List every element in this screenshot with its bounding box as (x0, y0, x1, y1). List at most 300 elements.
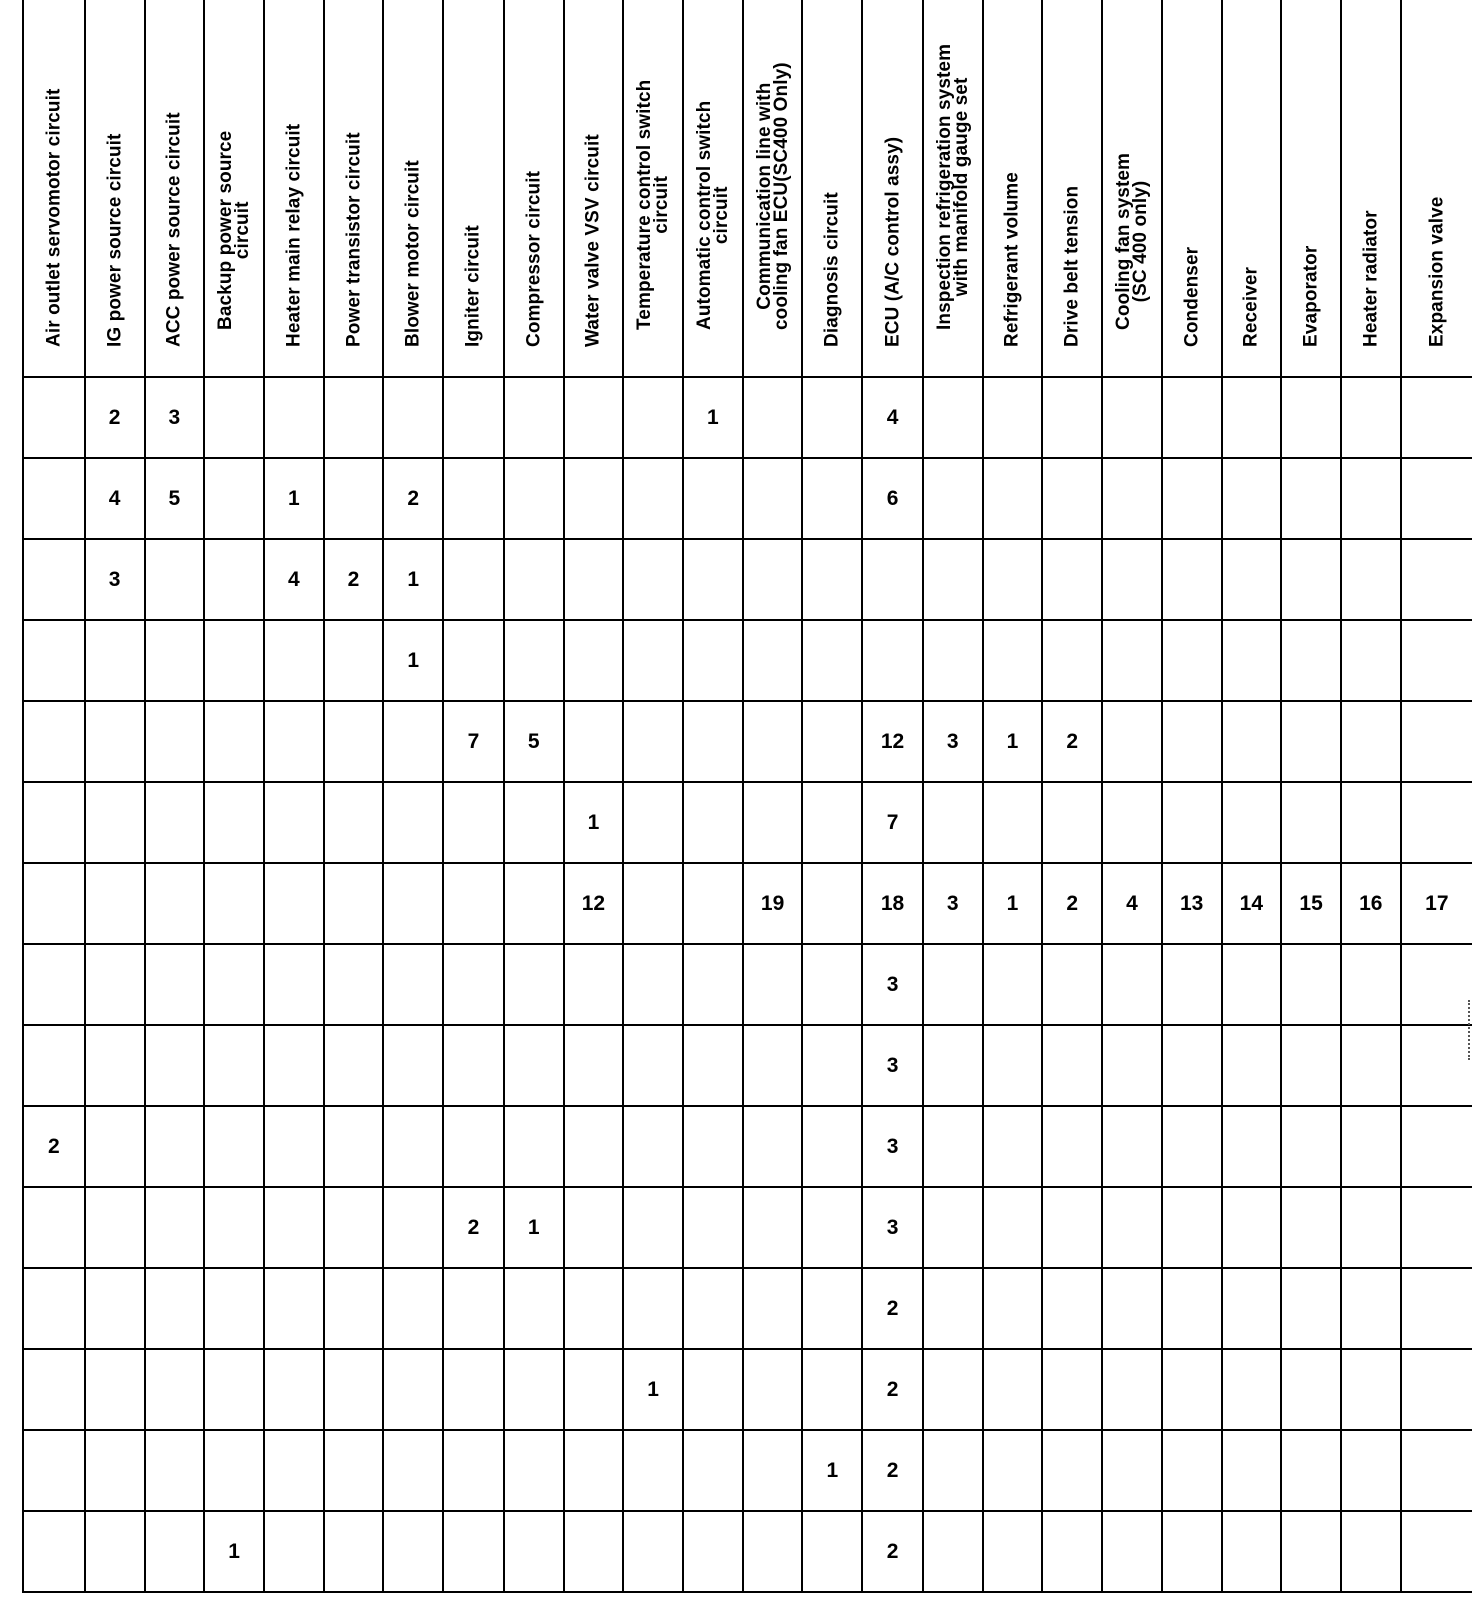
table-cell (743, 944, 803, 1025)
table-cell (1162, 782, 1222, 863)
table-cell: 17 (1401, 863, 1472, 944)
table-cell (504, 458, 564, 539)
table-cell (264, 1268, 324, 1349)
table-cell (504, 1511, 564, 1592)
column-header (743, 0, 803, 377)
table-cell (802, 1025, 862, 1106)
table-cell (683, 944, 743, 1025)
table-cell (383, 944, 443, 1025)
column-header-label: Inspection refrigeration system with manifold gauge set (933, 43, 972, 330)
table-cell (923, 1349, 983, 1430)
table-cell (1281, 701, 1341, 782)
table-cell (1162, 377, 1222, 458)
table-cell (324, 944, 384, 1025)
table-cell: 1 (504, 1187, 564, 1268)
table-cell (564, 701, 624, 782)
table-cell: 1 (383, 539, 443, 620)
table-cell (743, 1511, 803, 1592)
table-cell (743, 539, 803, 620)
table-cell (1281, 377, 1341, 458)
table-cell (1042, 944, 1102, 1025)
column-header-label: Condenser (1181, 246, 1203, 347)
table-cell (564, 1187, 624, 1268)
troubleshooting-matrix (22, 0, 1472, 1611)
table-cell (324, 863, 384, 944)
table-cell (983, 1349, 1043, 1430)
table-cell: 2 (443, 1187, 504, 1268)
table-cell (1162, 1187, 1222, 1268)
table-cell (802, 863, 862, 944)
table-row (23, 1430, 1472, 1511)
table-cell: 4 (264, 539, 324, 620)
table-cell (383, 1268, 443, 1349)
table-cell (324, 458, 384, 539)
column-header (504, 0, 564, 377)
table-cell (383, 1349, 443, 1430)
table-cell (1102, 1511, 1162, 1592)
table-cell (623, 1106, 683, 1187)
table-row (23, 701, 1472, 782)
table-cell (1281, 1187, 1341, 1268)
column-header-label: Blower motor circuit (402, 160, 424, 347)
table-cell (504, 1025, 564, 1106)
table-cell (85, 1025, 145, 1106)
column-header-label: Heater main relay circuit (283, 123, 305, 347)
table-cell (443, 458, 504, 539)
table-cell (204, 1187, 264, 1268)
table-cell: 12 (862, 701, 923, 782)
table-cell (383, 1430, 443, 1511)
table-cell (324, 1187, 384, 1268)
table-cell (383, 701, 443, 782)
table-row (23, 1106, 1472, 1187)
table-cell (1401, 1268, 1472, 1349)
column-header (1341, 0, 1401, 377)
table-cell (743, 1268, 803, 1349)
table-cell (145, 539, 205, 620)
table-cell: 12 (564, 863, 624, 944)
table-cell (383, 1106, 443, 1187)
table-cell (145, 1268, 205, 1349)
table-cell (1042, 1025, 1102, 1106)
table-cell: 3 (923, 863, 983, 944)
column-header (145, 0, 205, 377)
table-cell (1102, 701, 1162, 782)
table-cell (264, 1430, 324, 1511)
table-cell (983, 944, 1043, 1025)
table-cell (443, 539, 504, 620)
column-header (683, 0, 743, 377)
table-cell (1222, 701, 1282, 782)
table-cell: 2 (862, 1349, 923, 1430)
column-header-label: Water valve VSV circuit (582, 134, 604, 347)
table-cell (923, 620, 983, 701)
table-cell (1281, 944, 1341, 1025)
column-header (1042, 0, 1102, 377)
table-cell: 3 (862, 944, 923, 1025)
table-cell (1341, 1025, 1401, 1106)
table-cell (564, 620, 624, 701)
table-cell (623, 944, 683, 1025)
table-cell (264, 1187, 324, 1268)
table-cell (802, 458, 862, 539)
table-cell (264, 863, 324, 944)
table-cell (1102, 1268, 1162, 1349)
table-cell: 2 (862, 1430, 923, 1511)
table-cell (683, 1025, 743, 1106)
table-cell (983, 539, 1043, 620)
table-cell (23, 701, 85, 782)
column-header-label: Air outlet servomotor circuit (43, 88, 65, 347)
table-cell (1401, 944, 1472, 1025)
table-cell (802, 701, 862, 782)
table-row (23, 1511, 1472, 1592)
table-cell (983, 458, 1043, 539)
table-cell (443, 1430, 504, 1511)
table-cell (85, 863, 145, 944)
table-cell (324, 701, 384, 782)
table-cell (85, 620, 145, 701)
table-cell (923, 458, 983, 539)
table-cell (23, 377, 85, 458)
table-cell (204, 701, 264, 782)
table-cell (983, 1187, 1043, 1268)
table-cell (204, 863, 264, 944)
table-row (23, 1268, 1472, 1349)
table-cell (324, 1268, 384, 1349)
table-cell (1341, 1268, 1401, 1349)
table-cell (85, 1268, 145, 1349)
table-cell: 2 (862, 1511, 923, 1592)
table-cell (23, 1349, 85, 1430)
table-cell (1341, 944, 1401, 1025)
table-cell (564, 458, 624, 539)
table-cell (683, 1268, 743, 1349)
table-cell (1341, 377, 1401, 458)
table-cell (443, 1268, 504, 1349)
column-header (923, 0, 983, 377)
column-header (1162, 0, 1222, 377)
table-cell: 6 (862, 458, 923, 539)
table-cell (1341, 1430, 1401, 1511)
table-cell: 2 (324, 539, 384, 620)
table-cell (862, 539, 923, 620)
table-cell (1222, 377, 1282, 458)
table-cell (1401, 458, 1472, 539)
table-cell (564, 1268, 624, 1349)
table-cell (743, 1430, 803, 1511)
table-cell: 2 (862, 1268, 923, 1349)
table-cell (85, 1430, 145, 1511)
table-cell (743, 701, 803, 782)
table-cell (1162, 701, 1222, 782)
table-cell (983, 377, 1043, 458)
table-cell (85, 1187, 145, 1268)
table-cell (85, 1106, 145, 1187)
table-cell (504, 863, 564, 944)
table-cell (923, 1025, 983, 1106)
table-cell (1042, 539, 1102, 620)
table-cell (1102, 620, 1162, 701)
table-cell (1162, 539, 1222, 620)
table-cell (204, 1430, 264, 1511)
table-cell (743, 1106, 803, 1187)
column-header (264, 0, 324, 377)
table-cell (983, 1268, 1043, 1349)
table-cell (264, 1511, 324, 1592)
column-header (564, 0, 624, 377)
table-cell (564, 377, 624, 458)
table-cell (1222, 1349, 1282, 1430)
table-cell (1222, 1430, 1282, 1511)
table-cell: 2 (383, 458, 443, 539)
table-cell (743, 458, 803, 539)
table-cell (1401, 539, 1472, 620)
table-cell (264, 377, 324, 458)
table-cell (1401, 1430, 1472, 1511)
table-cell (1281, 1025, 1341, 1106)
table-cell (802, 782, 862, 863)
column-header-label: Igniter circuit (462, 225, 484, 347)
table-cell (1281, 1430, 1341, 1511)
table-cell (1222, 1106, 1282, 1187)
table-cell (1042, 1268, 1102, 1349)
column-header (1102, 0, 1162, 377)
table-cell (1222, 458, 1282, 539)
table-cell (1401, 620, 1472, 701)
table-cell (1042, 377, 1102, 458)
table-cell (23, 1511, 85, 1592)
table-cell (1162, 944, 1222, 1025)
table-row (23, 539, 1472, 620)
table-cell (504, 1430, 564, 1511)
table-cell (1102, 1025, 1162, 1106)
column-header-label: Drive belt tension (1061, 185, 1083, 347)
table-cell (1102, 1430, 1162, 1511)
table-cell (983, 620, 1043, 701)
table-cell (1401, 377, 1472, 458)
table-cell (85, 782, 145, 863)
table-cell (324, 1106, 384, 1187)
table-cell (983, 1511, 1043, 1592)
table-cell: 3 (862, 1025, 923, 1106)
table-cell (1102, 782, 1162, 863)
table-cell (623, 1511, 683, 1592)
table-cell (1281, 458, 1341, 539)
table-cell (383, 782, 443, 863)
table-cell: 1 (623, 1349, 683, 1430)
table-cell: 1 (683, 377, 743, 458)
table-cell (23, 1430, 85, 1511)
table-cell: 14 (1222, 863, 1282, 944)
table-cell (802, 1106, 862, 1187)
column-header-label: Heater radiator (1360, 210, 1382, 347)
table-cell (504, 782, 564, 863)
table-cell (145, 1187, 205, 1268)
table-cell (683, 1430, 743, 1511)
table-row (23, 458, 1472, 539)
table-cell (1401, 1187, 1472, 1268)
table-cell: 1 (983, 863, 1043, 944)
table-cell (443, 377, 504, 458)
table-cell (1162, 458, 1222, 539)
table-cell (1341, 539, 1401, 620)
table-cell (264, 620, 324, 701)
table-cell (264, 1349, 324, 1430)
table-cell (23, 863, 85, 944)
column-header (85, 0, 145, 377)
table-cell (1341, 1106, 1401, 1187)
table-cell (802, 1187, 862, 1268)
table-cell: 3 (862, 1106, 923, 1187)
table-cell: 7 (443, 701, 504, 782)
table-cell (683, 539, 743, 620)
table-cell (85, 1511, 145, 1592)
table-cell: 4 (862, 377, 923, 458)
column-header-label: Automatic control switch circuit (693, 100, 732, 330)
table-cell (204, 458, 264, 539)
table-cell (23, 620, 85, 701)
table-cell (504, 377, 564, 458)
table-cell: 3 (145, 377, 205, 458)
table-cell (623, 1025, 683, 1106)
table-cell (383, 1187, 443, 1268)
table-cell (1222, 944, 1282, 1025)
table-cell (204, 1106, 264, 1187)
table-cell (1341, 782, 1401, 863)
table-cell (264, 1025, 324, 1106)
table-cell: 1 (564, 782, 624, 863)
table-cell (1401, 1349, 1472, 1430)
table-cell (264, 701, 324, 782)
table-cell: 3 (862, 1187, 923, 1268)
table-cell (324, 1025, 384, 1106)
column-header-label: Compressor circuit (523, 170, 545, 347)
table-cell (1341, 1349, 1401, 1430)
table-cell (1281, 620, 1341, 701)
column-header (802, 0, 862, 377)
table-cell (683, 458, 743, 539)
table-cell (802, 620, 862, 701)
table-cell: 19 (743, 863, 803, 944)
table-cell: 3 (923, 701, 983, 782)
table-cell: 2 (85, 377, 145, 458)
table-cell: 13 (1162, 863, 1222, 944)
table-row (23, 377, 1472, 458)
table-cell (1341, 1511, 1401, 1592)
table-cell (145, 782, 205, 863)
table-cell (1281, 1511, 1341, 1592)
table-cell (204, 1025, 264, 1106)
table-cell: 1 (204, 1511, 264, 1592)
table-cell (324, 377, 384, 458)
table-cell (1222, 1268, 1282, 1349)
table-cell (264, 1106, 324, 1187)
table-cell (623, 377, 683, 458)
table-cell (983, 1106, 1043, 1187)
header-row (23, 0, 1472, 377)
table-row (23, 863, 1472, 944)
table-cell (204, 620, 264, 701)
table-cell (85, 944, 145, 1025)
table-cell (1281, 1106, 1341, 1187)
table-cell (383, 1025, 443, 1106)
table-cell: 5 (145, 458, 205, 539)
table-cell (145, 1511, 205, 1592)
table-cell (1281, 539, 1341, 620)
table-cell (1222, 1187, 1282, 1268)
table-cell (1102, 1187, 1162, 1268)
table-cell (443, 620, 504, 701)
table-cell (204, 1349, 264, 1430)
table-cell (1042, 1106, 1102, 1187)
table-cell (1222, 1025, 1282, 1106)
table-cell (983, 1430, 1043, 1511)
table-cell (145, 1025, 205, 1106)
table-cell (1341, 701, 1401, 782)
table-cell (264, 944, 324, 1025)
column-header (1222, 0, 1282, 377)
column-header-label: Communication line with cooling fan ECU(SC400 Only) (753, 62, 792, 330)
column-header (324, 0, 384, 377)
table-cell (623, 1268, 683, 1349)
table-cell (802, 1349, 862, 1430)
column-header (443, 0, 504, 377)
table-cell: 2 (1042, 863, 1102, 944)
table-cell (683, 1187, 743, 1268)
table-cell: 1 (983, 701, 1043, 782)
table-cell: 1 (264, 458, 324, 539)
table-cell (683, 701, 743, 782)
table-cell (743, 1025, 803, 1106)
table-cell (802, 1511, 862, 1592)
table-cell (802, 1268, 862, 1349)
column-header (1401, 0, 1472, 377)
table-row (23, 1187, 1472, 1268)
table-cell (743, 620, 803, 701)
column-header (23, 0, 85, 377)
table-cell (443, 1349, 504, 1430)
table-cell (1222, 1511, 1282, 1592)
table-cell (145, 863, 205, 944)
table-cell (743, 377, 803, 458)
table-cell (1401, 1511, 1472, 1592)
table-cell (324, 782, 384, 863)
table-cell (23, 458, 85, 539)
table-cell (443, 1511, 504, 1592)
table-cell (1102, 458, 1162, 539)
table-cell (504, 1349, 564, 1430)
table-cell (1222, 539, 1282, 620)
table-cell (983, 782, 1043, 863)
table-cell (145, 701, 205, 782)
table-cell (923, 1187, 983, 1268)
table-cell (743, 782, 803, 863)
table-cell (1102, 539, 1162, 620)
matrix-body (23, 377, 1472, 1592)
column-header-label: ACC power source circuit (163, 112, 185, 347)
column-header-label: Cooling fan system (SC 400 only) (1112, 152, 1151, 330)
table-cell (623, 782, 683, 863)
table-cell: 2 (1042, 701, 1102, 782)
column-header (623, 0, 683, 377)
table-cell (204, 944, 264, 1025)
table-cell (504, 620, 564, 701)
table-cell (1042, 620, 1102, 701)
table-cell (623, 863, 683, 944)
table-cell (504, 1268, 564, 1349)
column-header-label: Backup power source circuit (215, 130, 254, 330)
